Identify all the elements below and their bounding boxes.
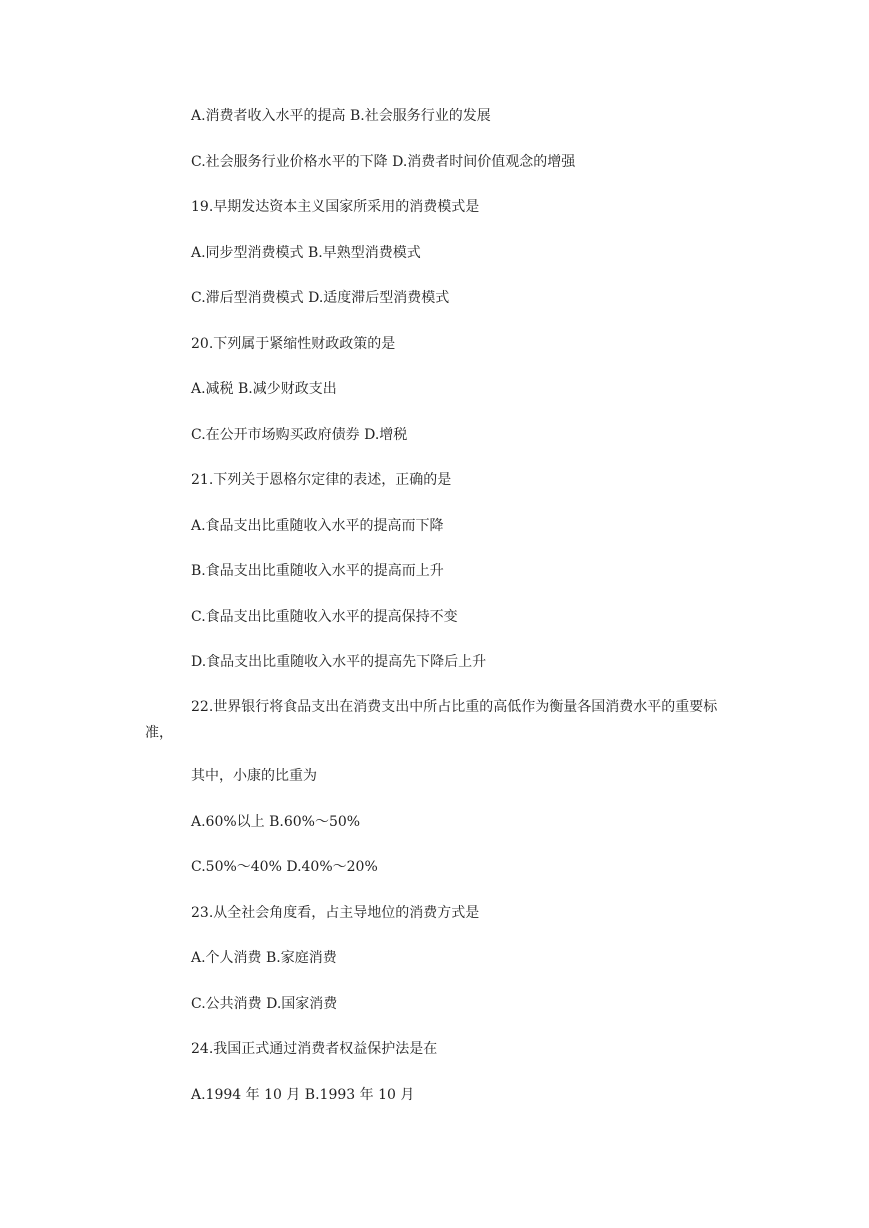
q19-stem: 19.早期发达资本主义国家所采用的消费模式是 <box>191 199 480 215</box>
q18-options-cd: C.社会服务行业价格水平的下降 D.消费者时间价值观念的增强 <box>191 154 576 170</box>
q22-options-ab: A.60%以上 B.60%～50% <box>191 814 361 830</box>
q23-options-ab: A.个人消费 B.家庭消费 <box>191 950 337 966</box>
q23-stem: 23.从全社会角度看，占主导地位的消费方式是 <box>191 905 480 921</box>
q21-option-b: B.食品支出比重随收入水平的提高而上升 <box>191 563 444 579</box>
q20-options-cd: C.在公开市场购买政府债券 D.增税 <box>191 427 408 443</box>
q19-options-ab: A.同步型消费模式 B.早熟型消费模式 <box>191 245 421 261</box>
q24-options-ab: A.1994 年 10 月 B.1993 年 10 月 <box>191 1087 415 1103</box>
q23-options-cd: C.公共消费 D.国家消费 <box>191 996 338 1012</box>
q22-stem: 22.世界银行将食品支出在消费支出中所占比重的高低作为衡量各国消费水平的重要标准， <box>145 699 718 741</box>
q19-options-cd: C.滞后型消费模式 D.适度滞后型消费模式 <box>191 290 450 306</box>
q20-options-ab: A.减税 B.减少财政支出 <box>191 381 337 397</box>
q21-stem: 21.下列关于恩格尔定律的表述，正确的是 <box>191 472 452 488</box>
q21-option-d: D.食品支出比重随收入水平的提高先下降后上升 <box>191 654 487 670</box>
q18-options-ab: A.消费者收入水平的提高 B.社会服务行业的发展 <box>191 108 491 124</box>
q20-stem: 20.下列属于紧缩性财政政策的是 <box>191 336 396 352</box>
q24-stem: 24.我国正式通过消费者权益保护法是在 <box>191 1041 438 1057</box>
q22-continuation: 其中，小康的比重为 <box>191 768 317 784</box>
q21-option-a: A.食品支出比重随收入水平的提高而下降 <box>191 518 444 534</box>
q22-options-cd: C.50%～40% D.40%～20% <box>191 859 378 875</box>
q21-option-c: C.食品支出比重随收入水平的提高保持不变 <box>191 609 458 625</box>
